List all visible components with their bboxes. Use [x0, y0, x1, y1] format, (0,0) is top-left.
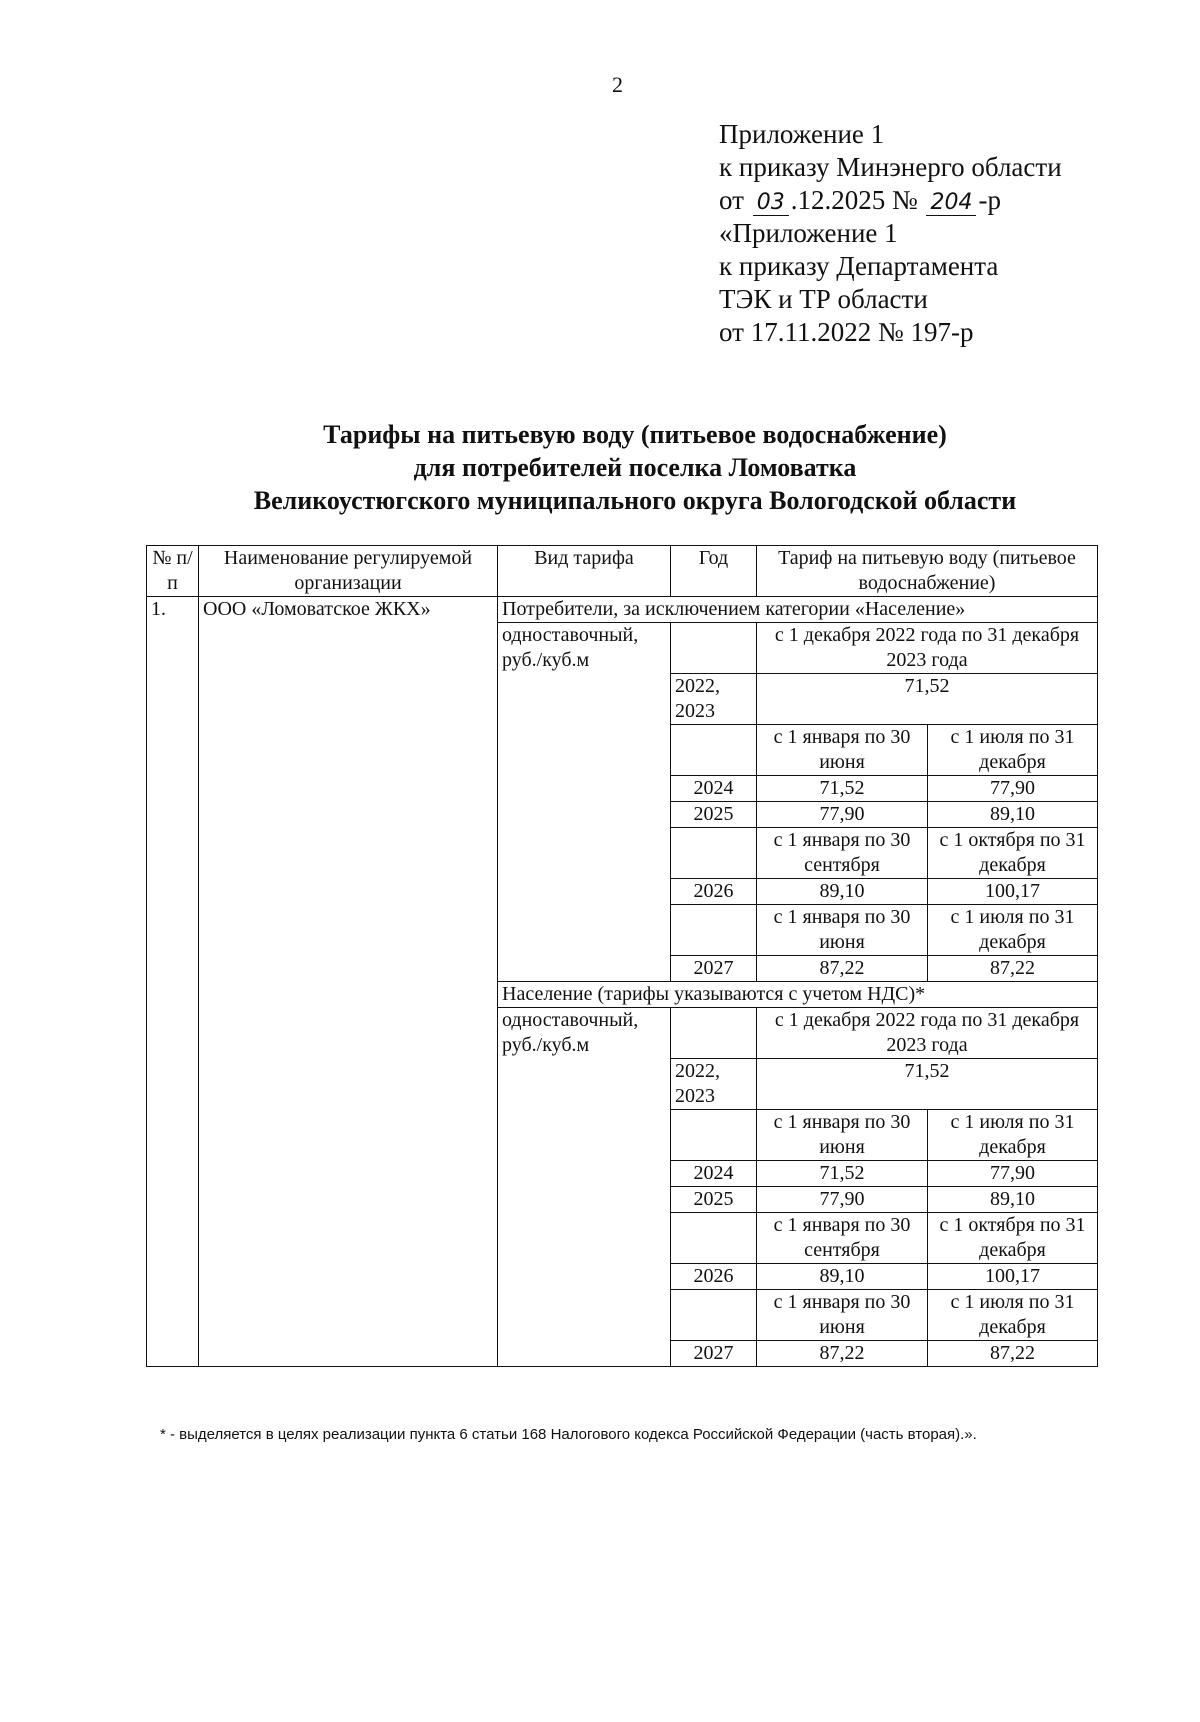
title-line-2: для потребителей поселка Ломоватка: [413, 453, 857, 482]
value-cell: 71,52: [757, 1161, 928, 1187]
period-cell: с 1 октября по 31 декабря: [928, 828, 1098, 879]
document-title: [0, 418, 1200, 517]
appendix-block: [719, 118, 1062, 349]
page-number: 2: [612, 72, 623, 97]
year-cell: [671, 828, 757, 879]
table-header-row: [147, 546, 1098, 597]
appendix-date-prefix: от: [719, 185, 744, 215]
year-cell: 2024: [671, 1161, 757, 1187]
value-cell: 77,90: [928, 1161, 1098, 1187]
tariff-table: [146, 545, 1098, 1367]
period-cell: с 1 января по 30 июня: [757, 1290, 928, 1341]
title-line-3: Великоустюгского муниципального округа Вологодской области: [253, 486, 1017, 515]
year-cell: [671, 725, 757, 776]
appendix-line-6: ТЭК и ТР области: [719, 284, 928, 314]
year-cell: 2022, 2023: [671, 674, 757, 725]
year-cell: 2027: [671, 956, 757, 982]
table-row: [147, 597, 1098, 623]
tariff-type: одноставочный, руб./куб.м: [498, 1008, 671, 1367]
period-cell: с 1 июля по 31 декабря: [928, 905, 1098, 956]
value-cell: 87,22: [757, 1341, 928, 1367]
appendix-line-1: Приложение 1: [719, 119, 885, 149]
value-cell: 77,90: [757, 1187, 928, 1213]
year-cell: 2027: [671, 1341, 757, 1367]
value-cell: 77,90: [928, 776, 1098, 802]
period-cell: с 1 декабря 2022 года по 31 декабря 2023 года: [757, 623, 1098, 674]
year-cell: [671, 1008, 757, 1059]
period-cell: с 1 января по 30 сентября: [757, 1213, 928, 1264]
value-cell: 89,10: [928, 1187, 1098, 1213]
footnote: * - выделяется в целях реализации пункта 6 статьи 168 Налогового кодекса Российской Федерации (часть вторая).».: [160, 1426, 977, 1443]
period-cell: с 1 января по 30 июня: [757, 725, 928, 776]
year-cell: [671, 1110, 757, 1161]
header-org: Наименование регулируемой организации: [199, 546, 498, 597]
appendix-line-3: [719, 184, 1062, 217]
value-cell: 71,52: [757, 1059, 1098, 1110]
handwritten-day: 03: [753, 191, 789, 216]
year-cell: 2025: [671, 802, 757, 828]
year-cell: 2022, 2023: [671, 1059, 757, 1110]
year-cell: 2026: [671, 879, 757, 905]
appendix-line-2: к приказу Минэнерго области: [719, 152, 1062, 182]
period-cell: с 1 июля по 31 декабря: [928, 1110, 1098, 1161]
header-year: Год: [671, 546, 757, 597]
period-cell: с 1 июля по 31 декабря: [928, 725, 1098, 776]
year-cell: [671, 1290, 757, 1341]
value-cell: 87,22: [928, 1341, 1098, 1367]
header-tariff: Тариф на питьевую воду (питьевое водоснабжение): [757, 546, 1098, 597]
period-cell: с 1 октября по 31 декабря: [928, 1213, 1098, 1264]
appendix-line-4: «Приложение 1: [719, 218, 898, 248]
tariff-type: одноставочный, руб./куб.м: [498, 623, 671, 982]
value-cell: 71,52: [757, 674, 1098, 725]
year-cell: [671, 1213, 757, 1264]
appendix-date-suffix: -р: [978, 185, 1001, 215]
year-cell: 2024: [671, 776, 757, 802]
category-label: Потребители, за исключением категории «Население»: [498, 597, 1098, 623]
category-label: Население (тарифы указываются с учетом НДС)*: [498, 982, 1098, 1008]
year-cell: 2026: [671, 1264, 757, 1290]
period-cell: с 1 января по 30 июня: [757, 1110, 928, 1161]
value-cell: 89,10: [928, 802, 1098, 828]
title-line-1: Тарифы на питьевую воду (питьевое водоснабжение): [323, 420, 947, 449]
org-name: ООО «Ломоватское ЖКХ»: [199, 597, 498, 1367]
header-type: Вид тарифа: [498, 546, 671, 597]
row-number: 1.: [147, 597, 199, 1367]
value-cell: 100,17: [928, 1264, 1098, 1290]
period-cell: с 1 января по 30 сентября: [757, 828, 928, 879]
period-cell: с 1 января по 30 июня: [757, 905, 928, 956]
period-cell: с 1 июля по 31 декабря: [928, 1290, 1098, 1341]
period-cell: с 1 декабря 2022 года по 31 декабря 2023 года: [757, 1008, 1098, 1059]
handwritten-order-number: 204: [926, 191, 976, 216]
year-cell: 2025: [671, 1187, 757, 1213]
appendix-line-7: от 17.11.2022 № 197-р: [719, 317, 974, 347]
header-num: № п/п: [147, 546, 199, 597]
appendix-line-5: к приказу Департамента: [719, 251, 999, 281]
value-cell: 87,22: [928, 956, 1098, 982]
appendix-date-mid: .12.2025 №: [790, 185, 918, 215]
value-cell: 89,10: [757, 1264, 928, 1290]
year-cell: [671, 623, 757, 674]
value-cell: 100,17: [928, 879, 1098, 905]
year-cell: [671, 905, 757, 956]
value-cell: 87,22: [757, 956, 928, 982]
value-cell: 89,10: [757, 879, 928, 905]
value-cell: 77,90: [757, 802, 928, 828]
value-cell: 71,52: [757, 776, 928, 802]
